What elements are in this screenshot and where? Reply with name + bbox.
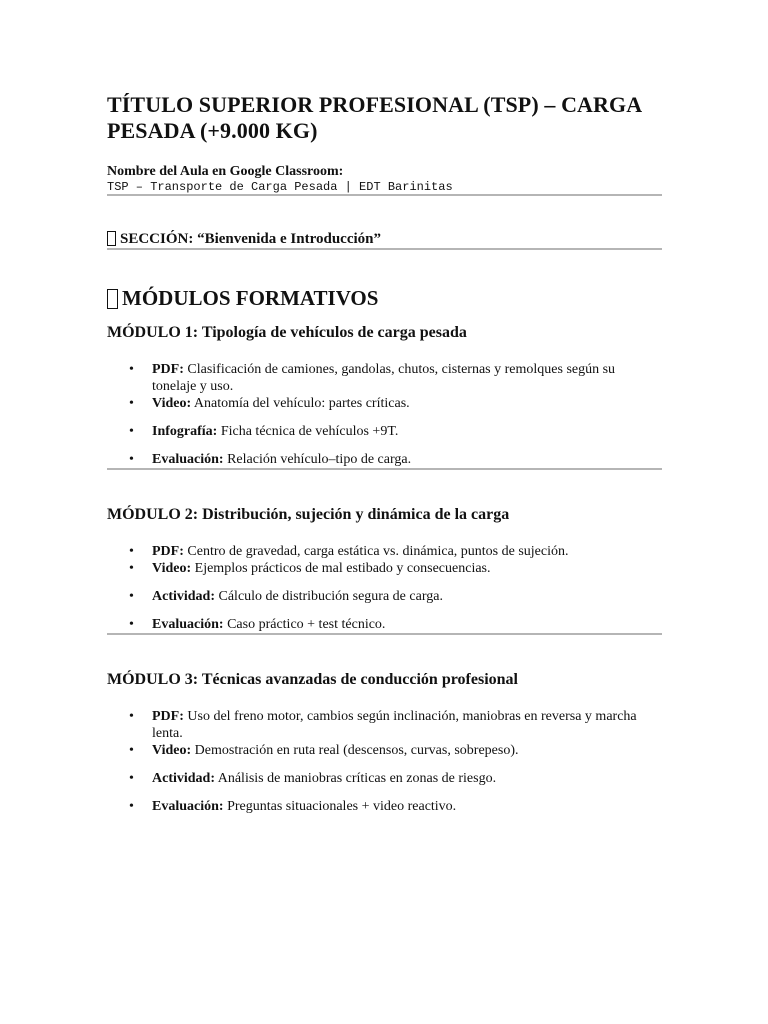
item-text: Centro de gravedad, carga estática vs. dinámica, puntos de sujeción. xyxy=(183,544,569,560)
list-item xyxy=(107,770,662,787)
list-item xyxy=(107,616,662,633)
modules-heading xyxy=(107,286,662,310)
list-item xyxy=(107,423,662,440)
item-text: Ejemplos prácticos de mal estibado y consecuencias. xyxy=(191,561,491,577)
item-text: Relación vehículo–tipo de carga. xyxy=(223,452,412,468)
classroom-label: Nombre del Aula en Google Classroom: xyxy=(107,164,344,179)
list-item xyxy=(107,588,662,605)
document-page xyxy=(107,92,662,815)
item-kind: Actividad: xyxy=(152,771,215,787)
item-text: Cálculo de distribución segura de carga. xyxy=(215,589,443,605)
list-item xyxy=(107,560,662,577)
item-kind: Video: xyxy=(152,561,192,577)
divider xyxy=(107,633,662,635)
item-text: Demostración en ruta real (descensos, curvas, sobrepeso). xyxy=(191,743,519,759)
list-item xyxy=(107,708,662,742)
item-kind: Actividad: xyxy=(152,589,215,605)
module-item-list xyxy=(107,543,662,633)
item-kind: Video: xyxy=(152,396,192,412)
item-text: Ficha técnica de vehículos +9T. xyxy=(217,424,399,440)
list-item xyxy=(107,451,662,468)
item-text: Anatomía del vehículo: partes críticas. xyxy=(191,396,410,412)
list-item xyxy=(107,798,662,815)
item-kind: Evaluación: xyxy=(152,799,224,815)
classroom-name: TSP – Transporte de Carga Pesada | EDT Barinitas xyxy=(107,180,453,194)
item-text: Preguntas situacionales + video reactivo. xyxy=(223,799,457,815)
list-item xyxy=(107,742,662,759)
item-kind: PDF: xyxy=(152,362,184,378)
item-text: Uso del freno motor, cambios según inclinación, maniobras en reversa y marcha lenta. xyxy=(152,709,637,742)
missing-glyph-icon xyxy=(107,231,116,246)
divider xyxy=(107,468,662,470)
item-text: Caso práctico + test técnico. xyxy=(223,617,386,633)
document-title: TÍTULO SUPERIOR PROFESIONAL (TSP) – CARGA PESADA (+9.000 KG) xyxy=(107,92,642,143)
classroom-info xyxy=(107,164,662,194)
module-2 xyxy=(107,505,662,633)
divider xyxy=(107,248,662,250)
section-intro-heading xyxy=(107,230,662,248)
module-item-list xyxy=(107,361,662,468)
module-title: MÓDULO 2: Distribución, sujeción y dinámica de la carga xyxy=(107,506,510,524)
item-kind: PDF: xyxy=(152,709,184,725)
item-kind: Evaluación: xyxy=(152,617,224,633)
item-text: Clasificación de camiones, gandolas, chutos, cisternas y remolques según su tonelaje y uso. xyxy=(152,362,616,395)
module-title: MÓDULO 1: Tipología de vehículos de carga pesada xyxy=(107,324,467,342)
modules-heading-title: MÓDULOS FORMATIVOS xyxy=(122,286,379,310)
item-kind: PDF: xyxy=(152,544,184,560)
item-kind: Infografía: xyxy=(152,424,218,440)
missing-glyph-icon xyxy=(107,289,118,309)
module-3 xyxy=(107,670,662,815)
module-title: MÓDULO 3: Técnicas avanzadas de conducción profesional xyxy=(107,671,518,689)
list-item xyxy=(107,361,662,395)
item-text: Análisis de maniobras críticas en zonas de riesgo. xyxy=(215,771,497,787)
module-1 xyxy=(107,323,662,468)
module-item-list xyxy=(107,708,662,815)
item-kind: Evaluación: xyxy=(152,452,224,468)
section-intro-title: SECCIÓN: “Bienvenida e Introducción” xyxy=(120,231,382,247)
item-kind: Video: xyxy=(152,743,192,759)
list-item xyxy=(107,395,662,412)
divider xyxy=(107,194,662,196)
list-item xyxy=(107,543,662,560)
